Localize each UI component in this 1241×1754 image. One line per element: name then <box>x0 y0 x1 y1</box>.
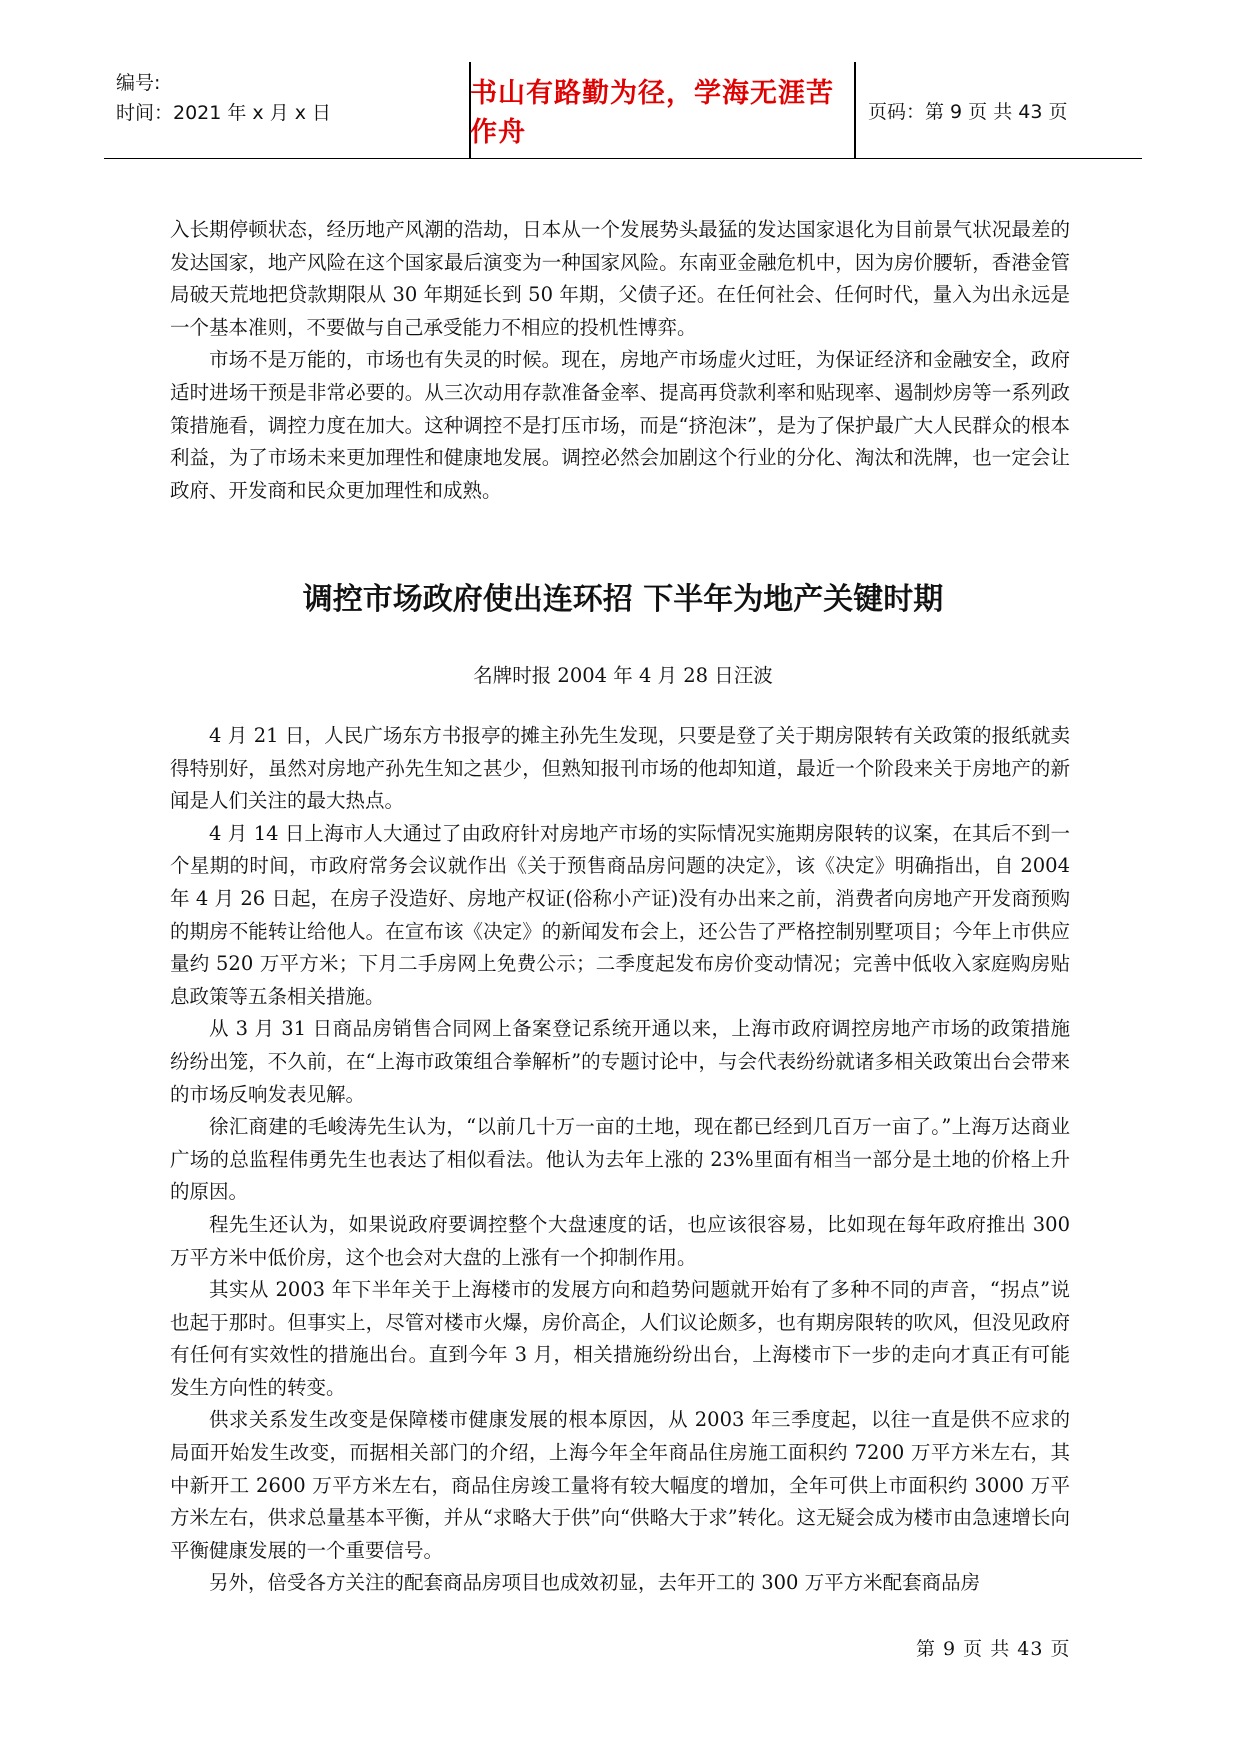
paragraph: 供求关系发生改变是保障楼市健康发展的根本原因，从 2003 年三季度起，以往一直是供不应求的局面开始发生改变，而据相关部门的介绍，上海今年全年商品住房施工面积约 7200 万平方米左右，其中新开工 2600 万平方米左右，商品住房竣工量将有较大幅度的增加，全年可供上市面积约 3000 万平方米左右，供求总量基本平衡，并从“求略大于供”向“供略大于求”转化。这无疑会成为楼市由急速增长向平衡健康发展的一个重要信号。 <box>170 1408 1070 1562</box>
article-byline: 名牌时报 2004 年 4 月 28 日汪波 <box>473 664 773 687</box>
header-divider <box>854 62 856 158</box>
header-motto: 书山有路勤为径，学海无涯苦作舟 <box>470 78 834 148</box>
document-number-label: 编号: <box>116 72 161 94</box>
paragraph: 徐汇商建的毛峻涛先生认为，“以前几十万一亩的土地，现在都已经到几百万一亩了。”上海万达商业广场的总监程伟勇先生也表达了相似看法。他认为去年上涨的 23%里面有相当一部分是土地的价格上升的原因。 <box>170 1115 1070 1204</box>
page-footer: 第 9 页 共 43 页 <box>916 1638 1071 1660</box>
paragraph: 4 月 21 日，人民广场东方书报亭的摊主孙先生发现，只要是登了关于期房限转有关政策的报纸就卖得特别好，虽然对房地产孙先生知之甚少，但熟知报刊市场的他却知道，最近一个阶段来关于房地产的新闻是人们关注的最大热点。 <box>170 724 1070 813</box>
document-time-label: 时间：2021 年 x 月 x 日 <box>116 102 332 124</box>
article-title: 调控市场政府使出连环招 下半年为地产关键时期 <box>302 582 944 617</box>
paragraph: 4 月 14 日上海市人大通过了由政府针对房地产市场的实际情况实施期房限转的议案，在其后不到一个星期的时间，市政府常务会议就作出《关于预售商品房问题的决定》，该《决定》明确指出，自 2004 年 4 月 26 日起，在房子没造好、房地产权证(俗称小产证)没有办出来之前，消费者向房地产开发商预购的期房不能转让给他人。在宣布该《决定》的新闻发布会上，还公告了严格控制别墅项目；今年上市供应量约 520 万平方米；下月二手房网上免费公示；二季度起发布房价变动情况；完善中低收入家庭购房贴息政策等五条相关措施。 <box>170 821 1070 1008</box>
paragraph: 其实从 2003 年下半年关于上海楼市的发展方向和趋势问题就开始有了多种不同的声音，“拐点”说也起于那时。但事实上，尽管对楼市火爆，房价高企，人们议论颇多，也有期房限转的吹风，但没见政府有任何有实效性的措施出台。直到今年 3 月，相关措施纷纷出台，上海楼市下一步的走向才真正有可能发生方向性的转变。 <box>170 1278 1070 1399</box>
section-continued-text <box>170 214 1070 507</box>
header-page-number: 页码：第 9 页 共 43 页 <box>868 100 1068 123</box>
paragraph: 从 3 月 31 日商品房销售合同网上备案登记系统开通以来，上海市政府调控房地产市场的政策措施纷纷出笼，不久前，在“上海市政策组合拳解析”的专题讨论中，与会代表纷纷就诸多相关政策出台会带来的市场反响发表见解。 <box>170 1017 1070 1106</box>
article-body <box>170 720 1070 1600</box>
paragraph: 入长期停顿状态，经历地产风潮的浩劫，日本从一个发展势头最猛的发达国家退化为目前景气状况最差的发达国家，地产风险在这个国家最后演变为一种国家风险。东南亚金融危机中，因为房价腰斩，香港金管局破天荒地把贷款期限从 30 年期延长到 50 年期，父债子还。在任何社会、任何时代，量入为出永远是一个基本准则，不要做与自己承受能力不相应的投机性博弈。 <box>170 218 1070 339</box>
header-meta <box>116 68 466 128</box>
page-header <box>104 62 1142 159</box>
paragraph: 另外，倍受各方关注的配套商品房项目也成效初显，去年开工的 300 万平方米配套商品房 <box>209 1571 981 1595</box>
paragraph: 市场不是万能的，市场也有失灵的时候。现在，房地产市场虚火过旺，为保证经济和金融安全，政府适时进场干预是非常必要的。从三次动用存款准备金率、提高再贷款利率和贴现率、遏制炒房等一系列政策措施看，调控力度在加大。这种调控不是打压市场，而是“挤泡沫”，是为了保护最广大人民群众的根本利益，为了市场未来更加理性和健康地发展。调控必然会加剧这个行业的分化、淘汰和洗牌，也一定会让政府、开发商和民众更加理性和成熟。 <box>170 348 1070 502</box>
paragraph: 程先生还认为，如果说政府要调控整个大盘速度的话，也应该很容易，比如现在每年政府推出 300 万平方米中低价房，这个也会对大盘的上涨有一个抑制作用。 <box>170 1212 1070 1269</box>
